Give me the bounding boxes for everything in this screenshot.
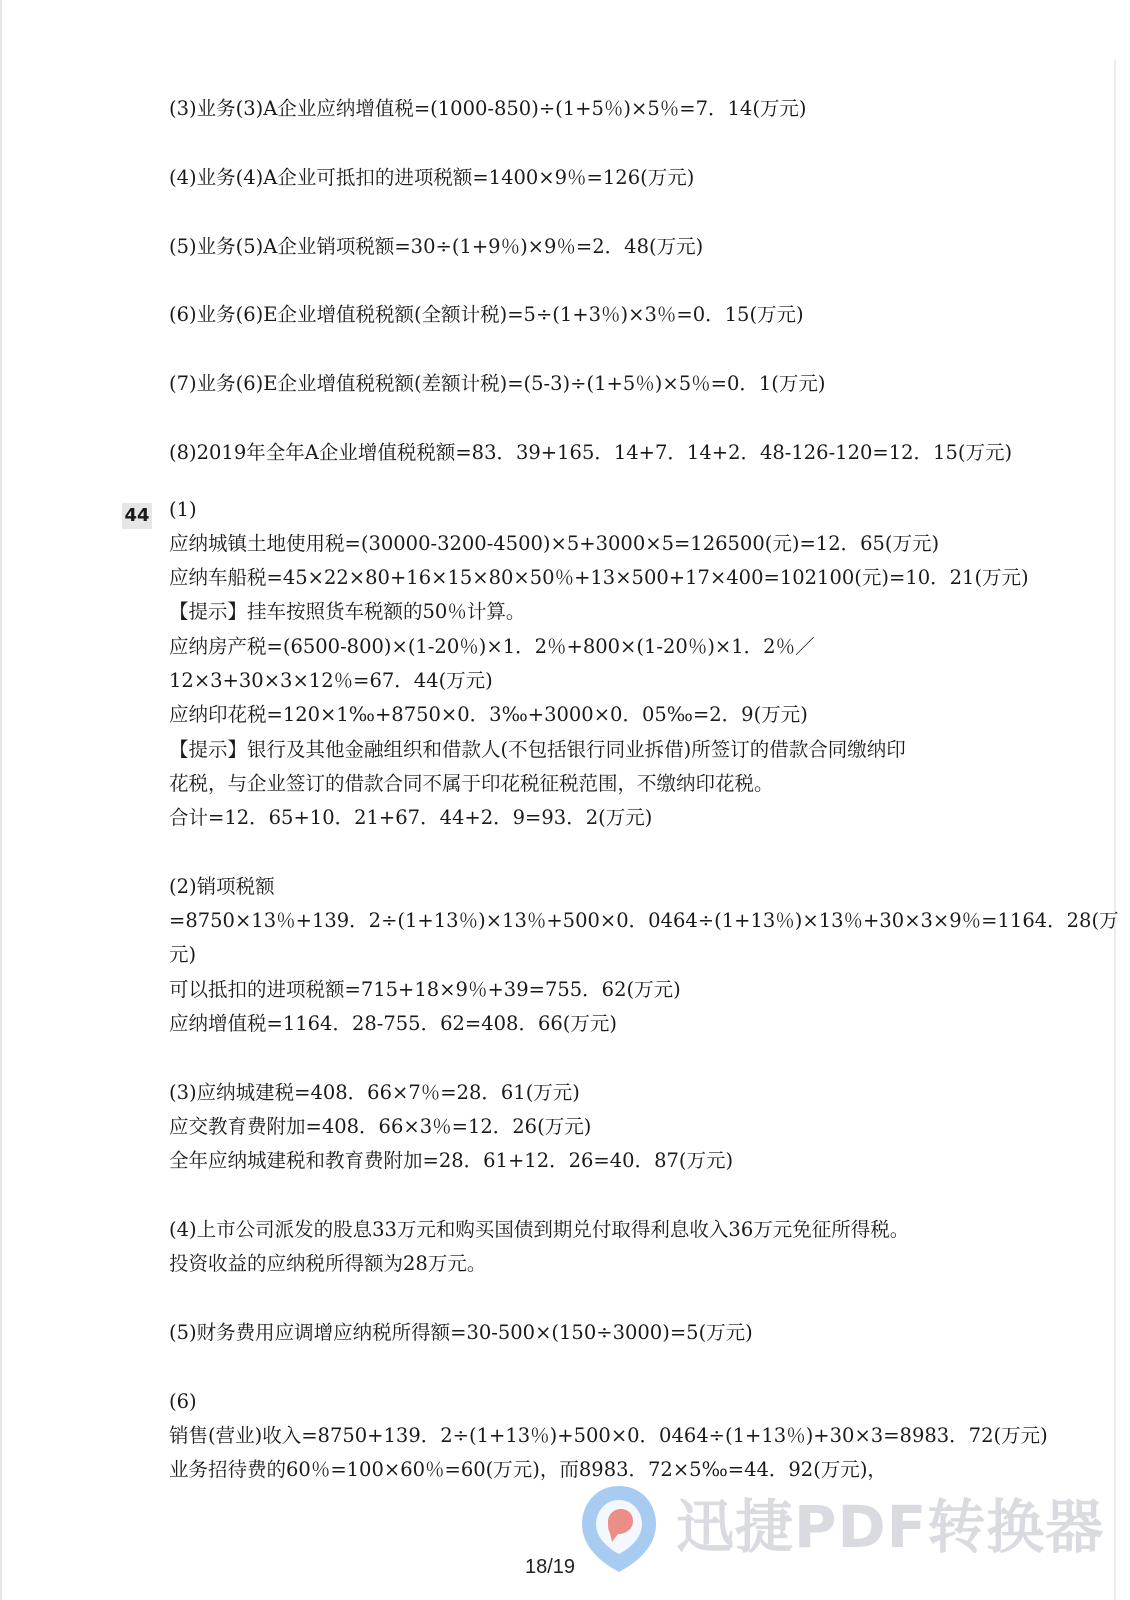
q44-property-tax: 应纳房产税=(6500-800)×(1-20％)×1．2％+800×(1-20％)×1．2％／	[169, 635, 815, 658]
q44-vehicle-tax: 应纳车船税=45×22×80+16×15×80×50％+13×500+17×400=102100(元)=10．21(万元)	[169, 566, 1029, 589]
q44-part-3-total: 全年应纳城建税和教育费附加=28．61+12．26=40．87(万元)	[169, 1149, 734, 1172]
answer-line-43-5: (5)业务(5)A企业销项税额=30÷(1+9％)×9％=2．48(万元)	[169, 235, 704, 258]
q44-urban-construction-tax: (3)应纳城建税=408．66×7％=28．61(万元)	[169, 1081, 580, 1104]
q44-part-1-heading: (1)	[169, 498, 197, 521]
q44-entertainment-expense: 业务招待费的60％=100×60％=60(万元)，而8983．72×5‰=44．92(万元)，	[169, 1458, 887, 1481]
q44-finance-expense-adjust: (5)财务费用应调增应纳税所得额=30-500×(150÷3000)=5(万元)	[169, 1321, 753, 1344]
q44-tax-exempt-income: (4)上市公司派发的股息33万元和购买国债到期兑付取得利息收入36万元免征所得税。	[169, 1218, 910, 1241]
q44-land-use-tax: 应纳城镇土地使用税=(30000-3200-4500)×5+3000×5=126500(元)=12．65(万元)	[169, 532, 940, 555]
answer-line-43-3: (3)业务(3)A企业应纳增值税=(1000-850)÷(1+5％)×5％=7．14(万元)	[169, 97, 807, 120]
page-edge-left	[0, 0, 2, 1600]
q44-hint-loan-contract-cont: 花税，与企业签订的借款合同不属于印花税征税范围，不缴纳印花税。	[169, 772, 774, 795]
q44-stamp-tax: 应纳印花税=120×1‰+8750×0．3‰+3000×0．05‰=2．9(万元)	[169, 703, 808, 726]
q44-property-tax-cont: 12×3+30×3×12％=67．44(万元)	[169, 669, 493, 692]
q44-input-tax: 可以抵扣的进项税额=715+18×9％+39=755．62(万元)	[169, 978, 681, 1001]
q44-hint-loan-contract: 【提示】银行及其他金融组织和借款人(不包括银行同业拆借)所签订的借款合同缴纳印	[169, 738, 906, 761]
q44-sales-revenue: 销售(营业)收入=8750+139．2÷(1+13％)+500×0．0464÷(1+13％)+30×3=8983．72(万元)	[169, 1424, 1048, 1447]
xunjie-pdf-logo-icon	[578, 1482, 660, 1576]
page-number: 18/19	[525, 1556, 576, 1578]
q44-part-1-total: 合计=12．65+10．21+67．44+2．9=93．2(万元)	[169, 806, 653, 829]
q44-investment-income: 投资收益的应纳税所得额为28万元。	[169, 1252, 487, 1275]
q44-education-surcharge: 应交教育费附加=408．66×3％=12．26(万元)	[169, 1115, 592, 1138]
q44-output-tax-cont: 元)	[169, 943, 197, 966]
q44-part-2-heading: (2)销项税额	[169, 875, 275, 898]
answer-line-43-6: (6)业务(6)E企业增值税税额(全额计税)=5÷(1+3％)×3％=0．15(万元)	[169, 303, 804, 326]
q44-part-6-heading: (6)	[169, 1390, 197, 1413]
watermark-text: 迅捷PDF转换器	[676, 1493, 1105, 1561]
q44-vat-payable: 应纳增值税=1164．28-755．62=408．66(万元)	[169, 1012, 617, 1035]
q44-output-tax: =8750×13％+139．2÷(1+13％)×13％+500×0．0464÷(1+13％)×13％+30×3×9％=1164．28(万	[169, 909, 1119, 932]
q44-hint-trailer: 【提示】挂车按照货车税额的50％计算。	[169, 600, 526, 623]
page-edge-right	[1114, 60, 1116, 1600]
answer-line-43-7: (7)业务(6)E企业增值税税额(差额计税)=(5-3)÷(1+5％)×5％=0．1(万元)	[169, 372, 826, 395]
question-number-badge: 44	[122, 503, 152, 529]
answer-line-43-4: (4)业务(4)A企业可抵扣的进项税额=1400×9％=126(万元)	[169, 166, 695, 189]
watermark	[578, 1478, 1105, 1588]
answer-line-43-8: (8)2019年全年A企业增值税税额=83．39+165．14+7．14+2．48-126-120=12．15(万元)	[169, 441, 1013, 464]
